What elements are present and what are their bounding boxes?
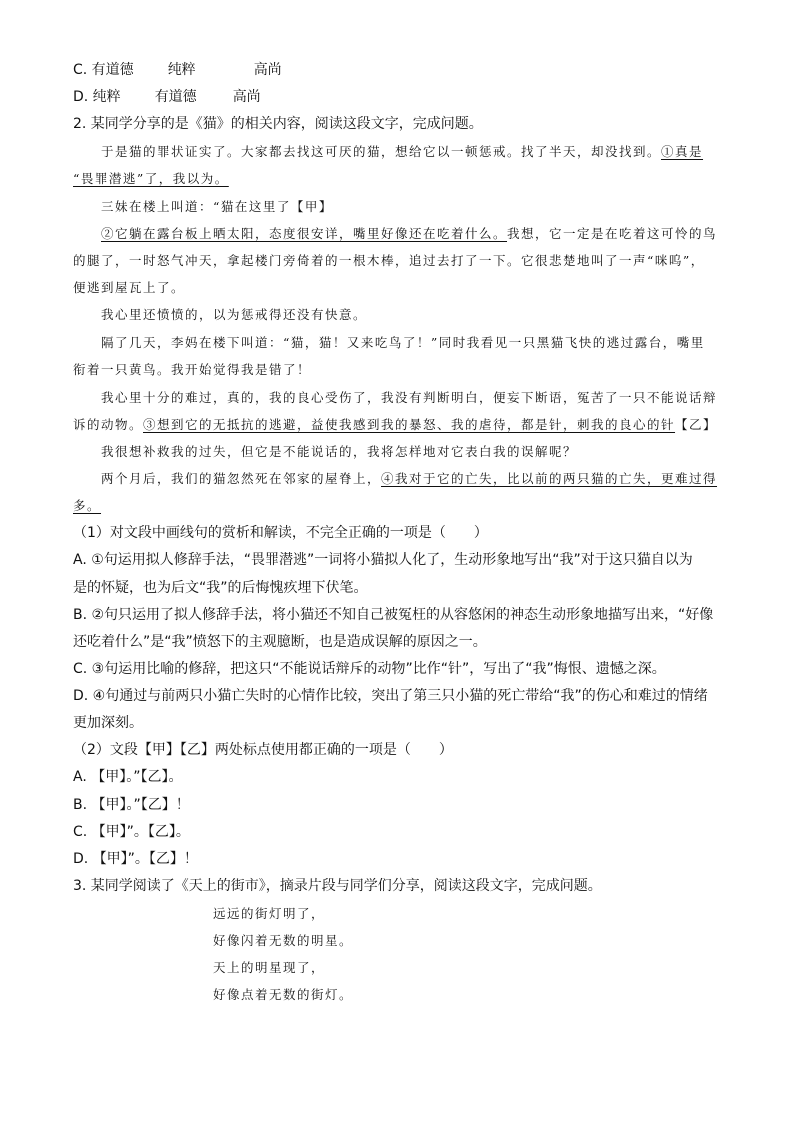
question-3-intro: 3. 某同学阅读了《天上的街市》，摘录片段与同学们分享，阅读这段文字，完成问题。: [73, 878, 602, 894]
passage-line: 衔着一只黄鸟。我开始觉得我是错了！: [73, 362, 312, 377]
passage-line: 三妹在楼上叫道：“猫在这里了【甲】: [101, 199, 333, 214]
sub1-option-a-cont: 是的怀疑，也为后文“我”的后悔愧疚埋下伏笔。: [73, 580, 368, 596]
passage-line: 隔了几天，李妈在楼下叫道：“猫，猫！又来吃鸟了！”同时我看见一只黑猫飞快的逃过露台，嘴里: [101, 335, 705, 350]
sub1-option-b: B. ②句只运用了拟人修辞手法，将小猫还不知自己被冤枉的从容悠闲的神态生动形象地描写出来，“好像: [73, 607, 714, 623]
sub2-option-d: D. 【甲】”。【乙】！: [73, 851, 198, 867]
sub2-option-c: C. 【甲】”。【乙】。: [73, 824, 190, 840]
passage-line: 两个月后，我们的猫忽然死在邻家的屋脊上，④我对于它的亡失，比以前的两只猫的亡失，更难过得: [101, 471, 718, 486]
passage-line: 于是猫的罪状证实了。大家都去找这可厌的猫，想给它以一顿惩戒。找了半天，却没找到。①真是: [101, 144, 704, 159]
passage-line: 的腿了，一时怒气冲天，拿起楼门旁倚着的一根木棒，追过去打了一下。它很悲楚地叫了一声“咪呜”，: [73, 253, 705, 268]
poem-line: 好像闪着无数的明星。: [213, 933, 354, 948]
sub2-option-b: B. 【甲】。”【乙】！: [73, 797, 190, 813]
sub1-option-a: A. ①句运用拟人修辞手法，“畏罪潜逃”一词将小猫拟人化了，生动形象地写出“我”对于这只猫自以为: [73, 552, 693, 568]
sub-question-2-stem: （2）文段【甲】【乙】两处标点使用都正确的一项是（ ）: [73, 742, 453, 758]
sub1-option-d: D. ④句通过与前两只小猫亡失时的心情作比较，突出了第三只小猫的死亡带给“我”的伤心和难过的情绪: [73, 688, 708, 704]
sub1-option-b-cont: 还吃着什么”是“我”愤怒下的主观臆断，也是造成误解的原因之一。: [73, 634, 487, 650]
passage-line: ②它躺在露台板上晒太阳，态度很安详，嘴里好像还在吃着什么。我想，它一定是在吃着这可怜的鸟: [101, 226, 718, 241]
sub2-option-a: A. 【甲】。”【乙】。: [73, 769, 183, 785]
passage-line: 我心里还愤愤的，以为惩戒得还没有快意。: [101, 307, 368, 322]
option-d-prev: D. 纯粹 有道德 高尚: [73, 89, 261, 105]
passage-line: “畏罪潜逃”了，我以为。: [73, 171, 229, 186]
passage-line: 我很想补救我的过失，但它是不能说话的，我将怎样地对它表白我的误解呢？: [101, 444, 578, 459]
sub1-option-d-cont: 更加深刻。: [73, 715, 143, 731]
question-2-intro: 2. 某同学分享的是《猫》的相关内容，阅读这段文字，完成问题。: [73, 116, 483, 132]
passage-line: 多。: [73, 498, 102, 513]
sub-question-1-stem: （1）对文段中画线句的赏析和解读，不完全正确的一项是（ ）: [73, 525, 488, 541]
poem-line: 天上的明星现了，: [213, 960, 326, 975]
passage-line: 便逃到屋瓦上了。: [73, 280, 186, 295]
option-c-prev: C. 有道德 纯粹 高尚: [73, 62, 282, 78]
poem-line: 好像点着无数的街灯。: [213, 987, 354, 1002]
passage-line: 诉的动物。③想到它的无抵抗的逃避，益使我感到我的暴怒、我的虐待，都是针，刺我的良心的针【乙】: [73, 417, 718, 432]
poem-line: 远远的街灯明了，: [213, 906, 326, 921]
sub1-option-c: C. ③句运用比喻的修辞，把这只“不能说话辩斥的动物”比作“针”，写出了“我”悔恨、遗憾之深。: [73, 661, 666, 677]
passage-line: 我心里十分的难过，真的，我的良心受伤了，我没有判断明白，便妄下断语，冤苦了一只不能说话辩: [101, 390, 718, 405]
